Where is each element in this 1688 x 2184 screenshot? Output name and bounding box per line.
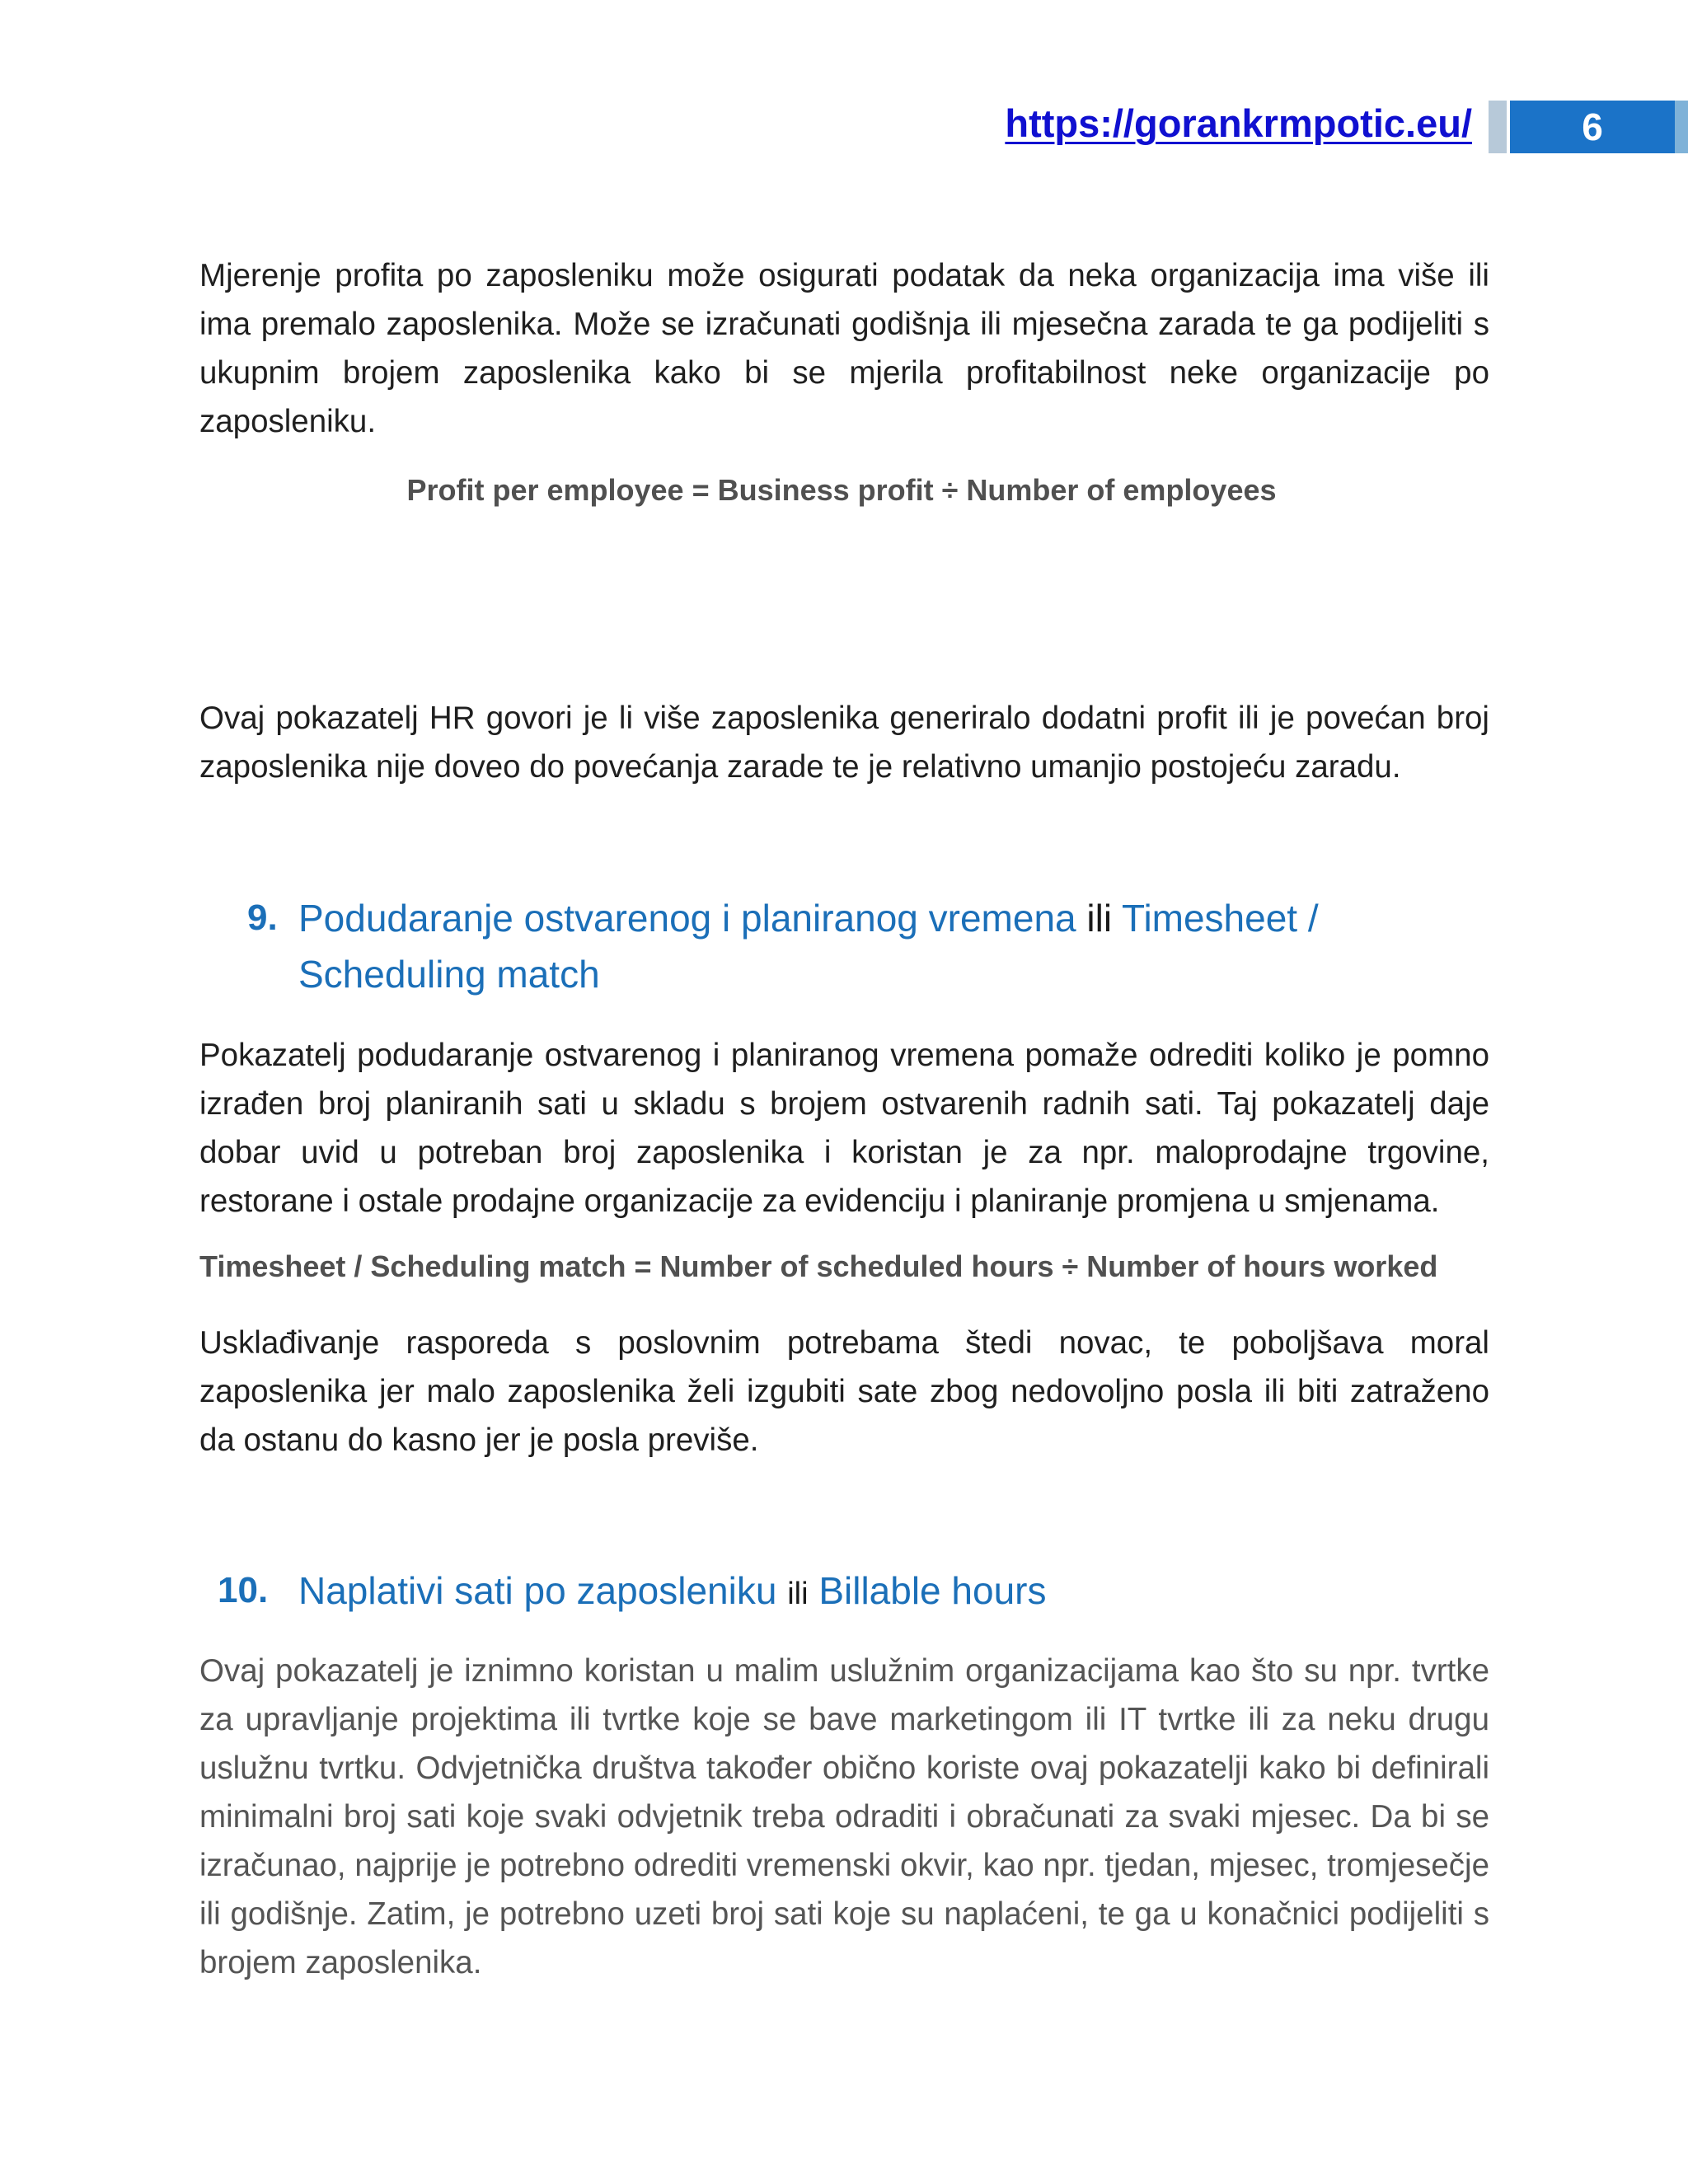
section-10-title-hr: Naplativi sati po zaposleniku	[298, 1569, 777, 1612]
section-10-heading	[218, 1563, 1452, 1622]
section-9-number: 9.	[247, 898, 278, 938]
timesheet-formula: Timesheet / Scheduling match = Number of scheduled hours ÷ Number of hours worked	[199, 1249, 1438, 1283]
section-10-title-en: Billable hours	[818, 1569, 1047, 1612]
page-number-edge	[1675, 101, 1688, 153]
section-10-number: 10.	[218, 1570, 269, 1610]
page-number: 6	[1510, 101, 1675, 153]
section-9-paragraph-2: Usklađivanje rasporeda s poslovnim potrebama štedi novac, te poboljšava moral zaposlenika jer malo zaposlenika želi izgubiti sate zbog nedovoljno posla ili biti zatraženo da ostanu do kasno jer je posla previše.	[199, 1325, 1489, 1458]
profit-formula: Profit per employee = Business profit ÷ Number of employees	[406, 473, 1277, 507]
section-9-paragraph: Pokazatelj podudaranje ostvarenog i planiranog vremena pomaže odrediti koliko je pomno izrađen broj planiranih sati u skladu s brojem ostvarenih radnih sati. Taj pokazatelj daje dobar uvid u potreban broj zaposlenika i koristan je za npr. maloprodajne trgovine, restorane i ostale prodajne organizacije za evidenciju i planiranje promjena u smjenama.	[199, 1038, 1489, 1219]
intro-paragraph-2: Ovaj pokazatelj HR govori je li više zaposlenika generiralo dodatni profit ili je povećan broj zaposlenika nije doveo do povećanja zarade te je relativno umanjio postojeću zaradu.	[199, 701, 1489, 785]
section-9-title-hr: Podudaranje ostvarenog i planiranog vremena	[298, 897, 1076, 940]
section-9-title-en-2: Scheduling match	[298, 953, 600, 996]
section-10-paragraph: Ovaj pokazatelj je iznimno koristan u malim uslužnim organizacijama kao što su npr. tvrtke za upravljanje projektima ili tvrtke koje se bave marketingom ili IT tvrtke ili za neku drugu uslužnu tvrtku. Odvjetnička društva također obično koriste ovaj pokazatelji kako bi definirali minimalni broj sati koje svaki odvjetnik treba odraditi i obračunati za svaki mjesec. Da bi se izračunao, najprije je potrebno odrediti vremenski okvir, kao npr. tjedan, mjesec, tromjesečje ili godišnje. Zatim, je potrebno uzeti broj sati koje su naplaćeni, te ga u konačnici podijeliti s brojem zaposlenika.	[199, 1653, 1489, 1980]
website-link[interactable]: https://gorankrmpotic.eu/	[1005, 101, 1472, 145]
header-separator	[1489, 101, 1507, 153]
section-9-joiner: ili	[1086, 897, 1113, 940]
section-10-joiner: ili	[787, 1577, 809, 1611]
section-9-title-en-1: Timesheet /	[1122, 897, 1319, 940]
intro-paragraph: Mjerenje profita po zaposleniku može osigurati podatak da neka organizacija ima više ili ima premalo zaposlenika. Može se izračunati godišnja ili mjesečna zarada te ga podijeliti s ukupnim brojem zaposlenika kako bi se mjerila profitabilnost neke organizacije po zaposleniku.	[199, 258, 1489, 439]
section-9-heading	[247, 890, 1452, 1002]
